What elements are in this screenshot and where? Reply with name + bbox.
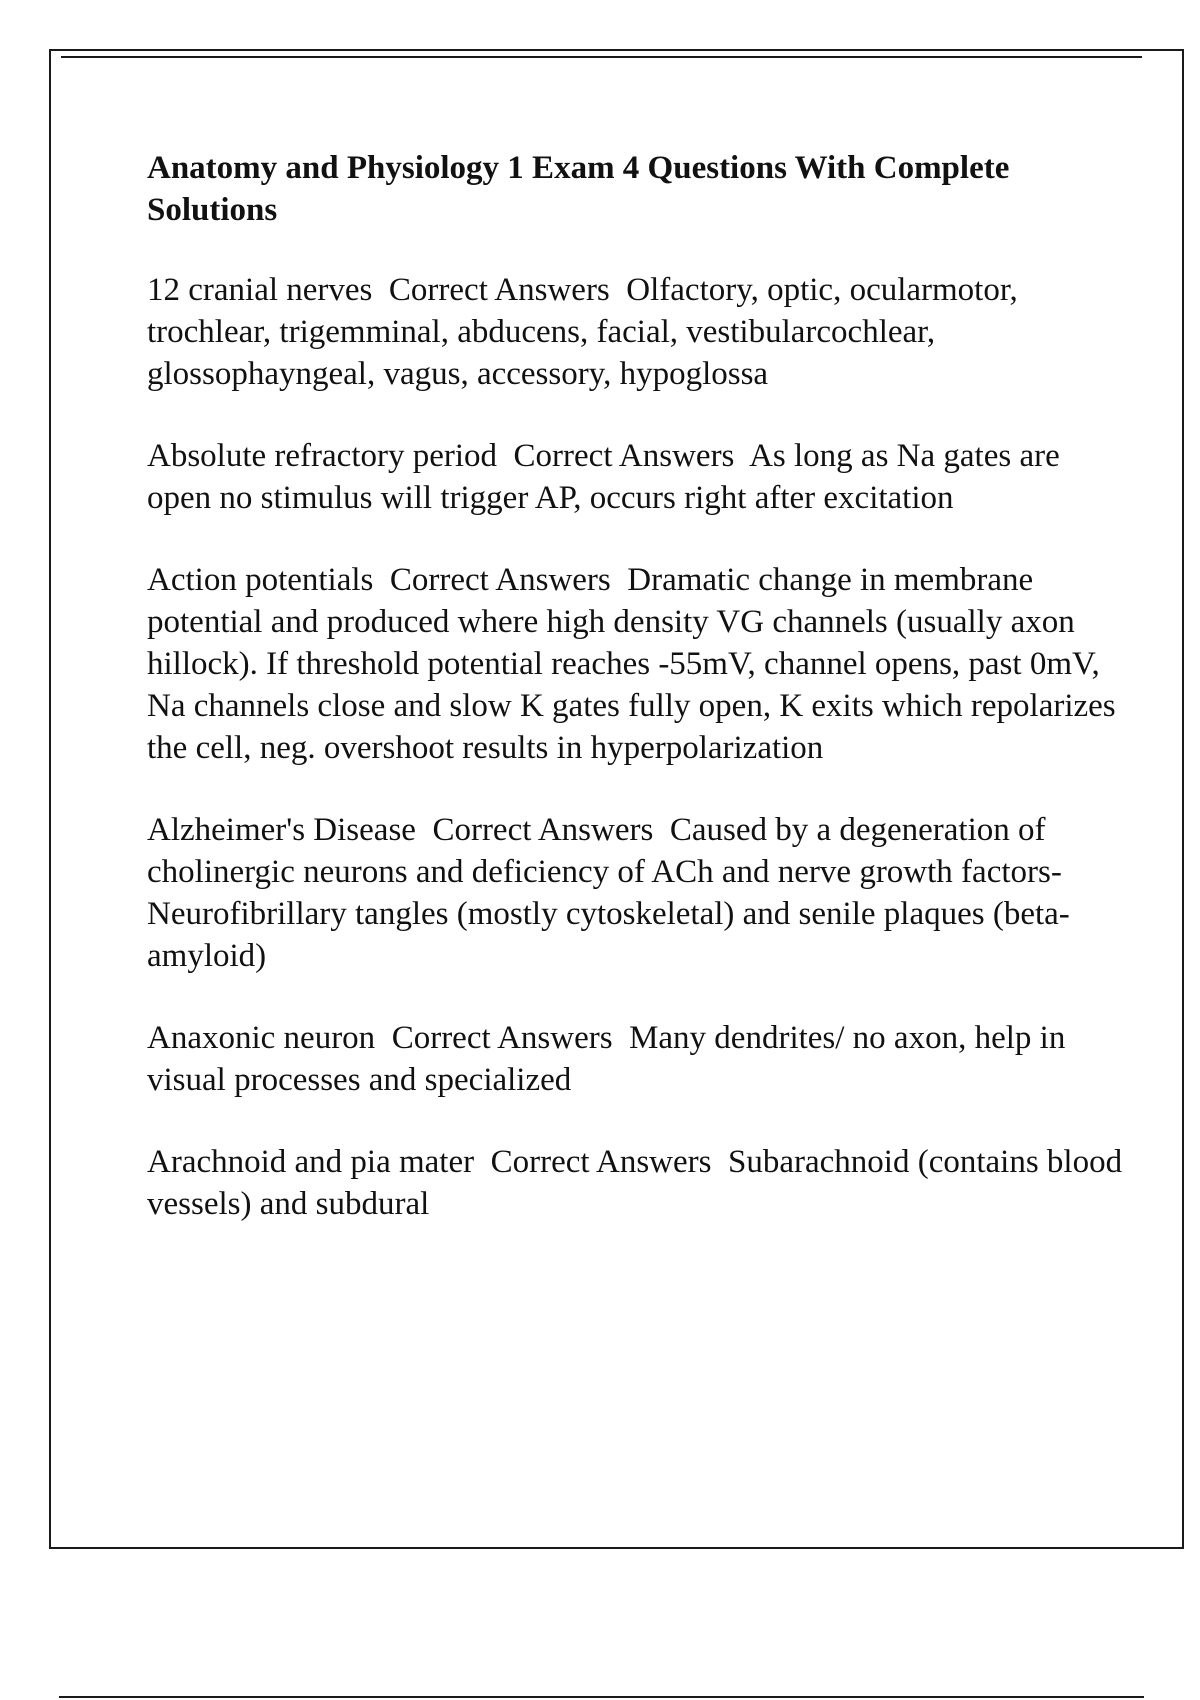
qa-entry	[147, 269, 1132, 395]
entry-answer: Dramatic change in membrane potential and produced where high density VG channels (usually axon hillock). If threshold potential reaches -55mV, channel opens, past 0mV, Na channels close and slow K gates fully open, K exits which repolarizes the cell, neg. overshoot results in hyperpolarization	[147, 562, 1124, 766]
entry-answer: Caused by a degeneration of cholinergic neurons and deficiency of ACh and nerve growth factors- Neurofibrillary tangles (mostly cytoskeletal) and senile plaques (beta-amyloid)	[147, 812, 1071, 974]
entry-answer: Olfactory, optic, ocularmotor, trochlear, trigemminal, abducens, facial, vestibularcochlear, glossophayngeal, vagus, accessory, hypoglossa	[147, 272, 1027, 392]
entry-term: Alzheimer's Disease	[147, 812, 416, 848]
entry-label: Correct Answers	[391, 1020, 613, 1056]
entry-label: Correct Answers	[389, 562, 611, 598]
entry-label: Correct Answers	[513, 438, 735, 474]
entry-answer: Many dendrites/ no axon, help in visual processes and specialized	[147, 1020, 1074, 1098]
entry-term: Absolute refractory period	[147, 438, 498, 474]
document-content	[147, 147, 1132, 1265]
qa-entry	[147, 435, 1132, 519]
entry-label: Correct Answers	[388, 272, 610, 308]
entry-label: Correct Answers	[432, 812, 654, 848]
top-rule	[61, 56, 1142, 58]
entry-term: 12 cranial nerves	[147, 272, 373, 308]
bottom-rule	[59, 1696, 1144, 1698]
entry-term: Anaxonic neuron	[147, 1020, 376, 1056]
page-frame	[49, 49, 1184, 1549]
qa-entry	[147, 1141, 1132, 1225]
document-title: Anatomy and Physiology 1 Exam 4 Questions With Complete Solutions	[147, 150, 1010, 228]
entry-answer: Subarachnoid (contains blood vessels) and subdural	[147, 1144, 1131, 1222]
entry-answer: As long as Na gates are open no stimulus will trigger AP, occurs right after excitation	[147, 438, 1068, 516]
qa-entry	[147, 809, 1132, 977]
entry-term: Arachnoid and pia mater	[147, 1144, 475, 1180]
entry-label: Correct Answers	[490, 1144, 712, 1180]
entry-term: Action potentials	[147, 562, 374, 598]
qa-entry	[147, 559, 1132, 769]
qa-entry	[147, 1017, 1132, 1101]
